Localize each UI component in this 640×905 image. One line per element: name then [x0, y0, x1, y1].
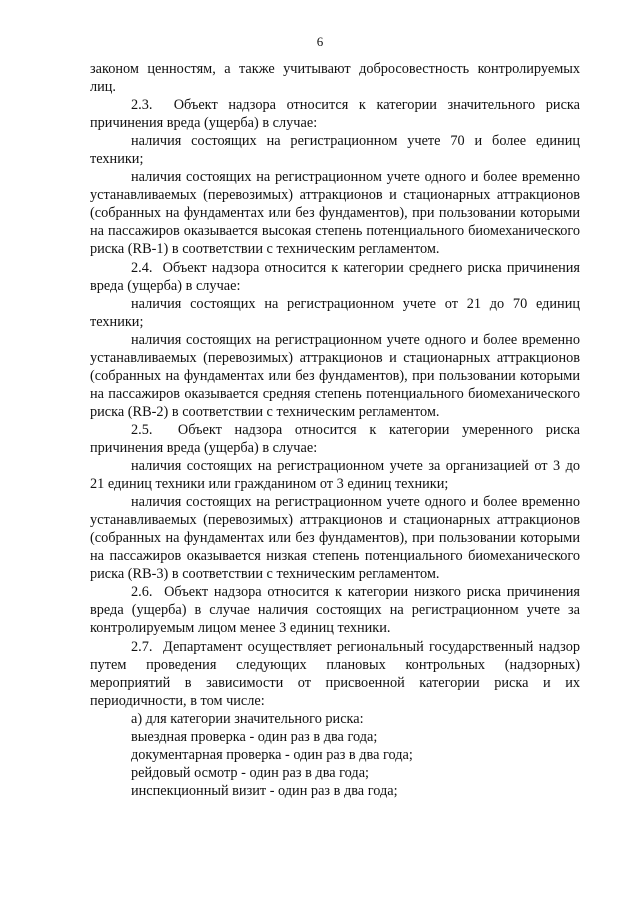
- paragraph: выездная проверка - один раз в два года;: [131, 728, 378, 745]
- paragraph: инспекционный визит - один раз в два года;: [131, 782, 398, 799]
- paragraph: законом ценностям, а также учитывают добросовестность контролируемых лиц.: [90, 61, 580, 96]
- paragraph: наличия состоящих на регистрационном учете за организацией от 3 до 21 единиц техники или гражданином от 3 единиц техники;: [90, 458, 580, 493]
- paragraph: 2.6. Объект надзора относится к категории низкого риска причинения вреда (ущерба) в случае наличия состоящих на регистрационном учете за контролируемым лицом менее 3 единиц техники.: [90, 584, 580, 637]
- document-body: [90, 60, 580, 800]
- paragraph: наличия состоящих на регистрационном учете одного и более временно устанавливаемых (перевозимых) аттракционов и стационарных аттракционов (собранных на фундаментах или без фундаментов), при пользовании которыми на пассажиров оказывается высокая степень потенциального биомеханического риска (RB-1) в соответствии с техническим регламентом.: [90, 169, 580, 258]
- paragraph: 2.3. Объект надзора относится к категории значительного риска причинения вреда (ущерба) в случае:: [90, 97, 580, 132]
- paragraph: а) для категории значительного риска:: [131, 710, 364, 727]
- paragraph: наличия состоящих на регистрационном учете 70 и более единиц техники;: [90, 133, 580, 168]
- paragraph: наличия состоящих на регистрационном учете от 21 до 70 единиц техники;: [90, 295, 580, 330]
- paragraph: документарная проверка - один раз в два года;: [131, 746, 413, 763]
- paragraph: наличия состоящих на регистрационном учете одного и более временно устанавливаемых (перевозимых) аттракционов и стационарных аттракционов (собранных на фундаментах или без фундаментов), при пользовании которыми на пассажиров оказывается средняя степень потенциального биомеханического риска (RB-2) в соответствии с техническим регламентом.: [90, 331, 580, 420]
- paragraph: наличия состоящих на регистрационном учете одного и более временно устанавливаемых (перевозимых) аттракционов и стационарных аттракционов (собранных на фундаментах или без фундаментов), при пользовании которыми на пассажиров оказывается низкая степень потенциального биомеханического риска (RB-3) в соответствии с техническим регламентом.: [90, 494, 580, 583]
- paragraph: 2.5. Объект надзора относится к категории умеренного риска причинения вреда (ущерба) в случае:: [90, 421, 580, 456]
- paragraph: 2.7. Департамент осуществляет региональный государственный надзор путем проведения следующих плановых контрольных (надзорных) мероприятий в зависимости от присвоенной категории риска и их периодичности, в том числе:: [90, 638, 580, 709]
- paragraph: 2.4. Объект надзора относится к категории среднего риска причинения вреда (ущерба) в случае:: [90, 259, 580, 294]
- page-number: 6: [316, 34, 324, 49]
- paragraph: рейдовый осмотр - один раз в два года;: [131, 764, 370, 781]
